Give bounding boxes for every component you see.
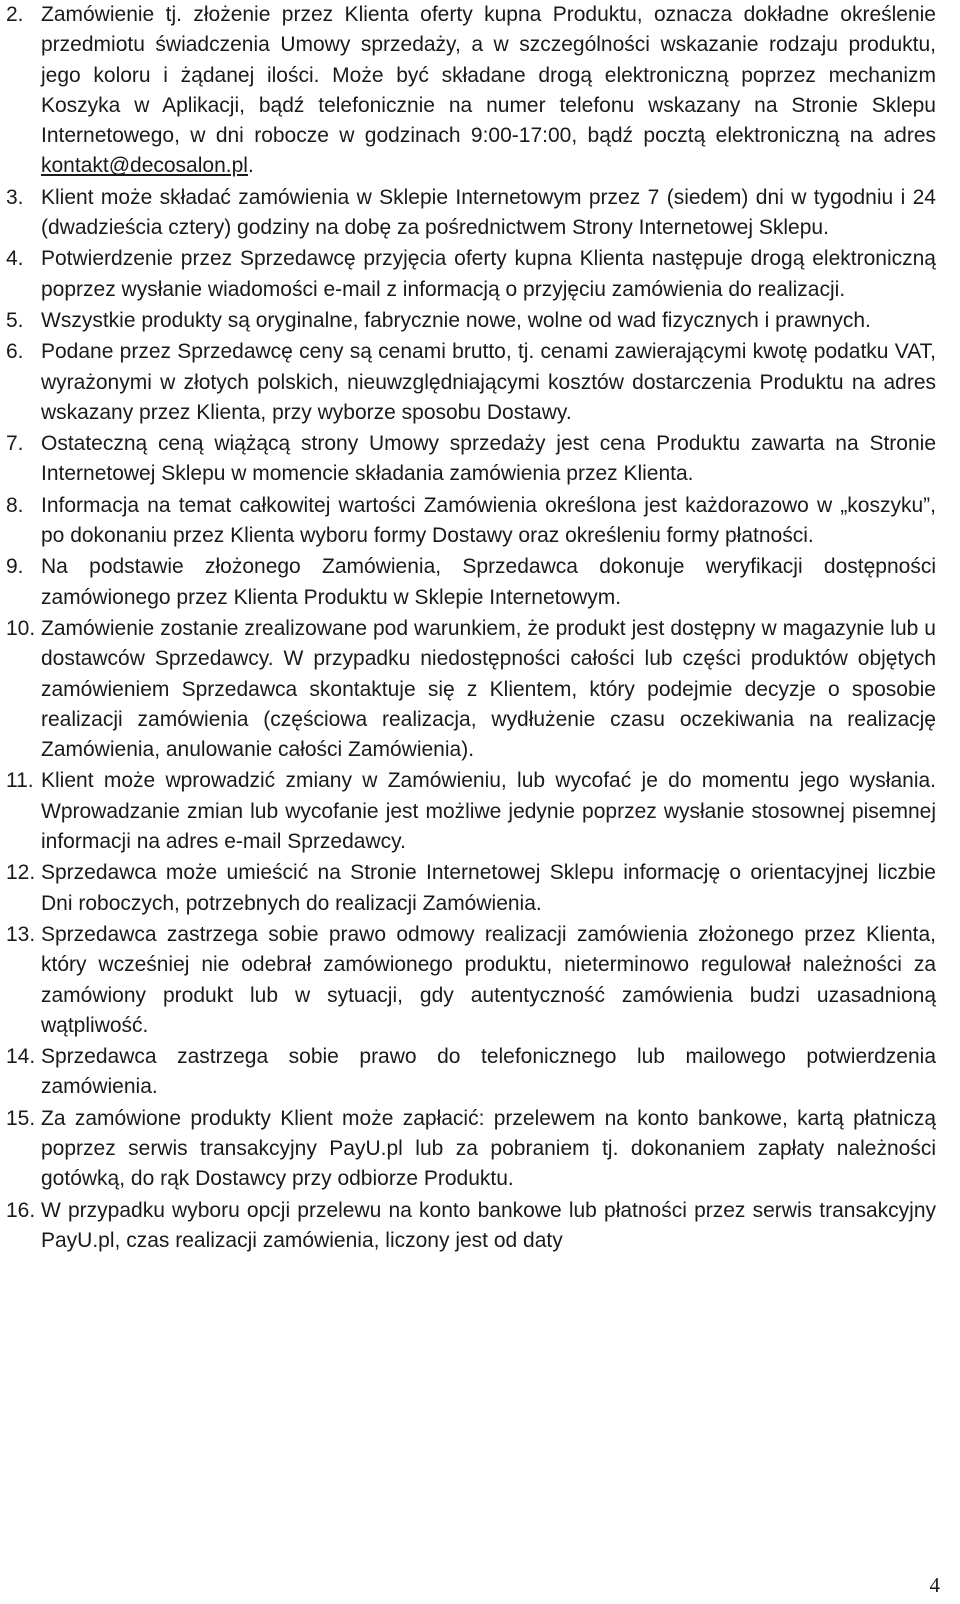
list-item-11 [6, 766, 936, 857]
item-text: Zamówienie zostanie zrealizowane pod warunkiem, że produkt jest dostępny w magazynie lub u dostawców Sprzedawcy. W przypadku niedostępności całości lub części produktów objętych zamówieniem Sprzedawca skontaktuje się z Klientem, który podejmie decyzje o sposobie realizacji zamówienia (częściowa realizacja, wydłużenie czasu oczekiwania na realizację Zamówienia, anulowanie całości Zamówienia). [41, 616, 936, 762]
list-item-6 [6, 337, 936, 428]
item-number: 3. [6, 185, 24, 209]
item-text: Podane przez Sprzedawcę ceny są cenami brutto, tj. cenami zawierającymi kwotę podatku VAT, wyrażonymi w złotych polskich, nieuwzględniającymi kosztów dostarczenia Produktu na adres wskazany przez Klienta, przy wyborze sposobu Dostawy. [41, 340, 936, 424]
email-link[interactable]: kontakt@decosalon.pl [41, 154, 248, 178]
item-number: 14. [6, 1045, 36, 1069]
list-item-3 [6, 183, 936, 244]
item-number: 8. [6, 493, 24, 517]
item-text: Potwierdzenie przez Sprzedawcę przyjęcia oferty kupna Klienta następuje drogą elektroniczną poprzez wysłanie wiadomości e-mail z informacją o przyjęciu zamówienia do realizacji. [41, 247, 936, 301]
item-text: W przypadku wyboru opcji przelewu na konto bankowe lub płatności przez serwis transakcyjny PayU.pl, czas realizacji zamówienia, liczony jest od daty [41, 1198, 936, 1252]
item-text: Sprzedawca zastrzega sobie prawo do telefonicznego lub mailowego potwierdzenia zamówienia. [41, 1045, 936, 1099]
list-item-8 [6, 491, 936, 552]
item-text: Sprzedawca zastrzega sobie prawo odmowy realizacji zamówienia złożonego przez Klienta, który wcześniej nie odebrał zamówionego produktu, nieterminowo regulował należności za zamówiony produkt lub w sytuacji, gdy autentyczność zamówienia budzi uzasadnioną wątpliwość. [41, 922, 936, 1037]
item-number: 10. [6, 616, 36, 640]
item-number: 2. [6, 3, 24, 26]
list-item-9 [6, 552, 936, 613]
item-number: 11. [6, 769, 34, 793]
list-item-12 [6, 858, 936, 919]
item-number: 13. [6, 922, 36, 946]
item-text: Ostateczną ceną wiążącą strony Umowy sprzedaży jest cena Produktu zawarta na Stronie Internetowej Sklepu w momencie składania zamówienia przez Klienta. [41, 432, 936, 486]
list-item-14 [6, 1042, 936, 1103]
item-number: 16. [6, 1198, 36, 1222]
item-text: Klient może składać zamówienia w Sklepie Internetowym przez 7 (siedem) dni w tygodniu i 24 (dwadzieścia cztery) godziny na dobę za pośrednictwem Strony Internetowej Sklepu. [41, 185, 936, 240]
item-text: Klient może wprowadzić zmiany w Zamówieniu, lub wycofać je do momentu jego wysłania. Wprowadzanie zmian lub wycofanie jest możliwe jedynie poprzez wysłanie stosownej pisemnej informacji na adres e-mail Sprzedawcy. [41, 769, 936, 854]
item-text: Na podstawie złożonego Zamówienia, Sprzedawca dokonuje weryfikacji dostępności zamówionego przez Klienta Produktu w Sklepie Internetowym. [41, 555, 936, 609]
item-text: Informacja na temat całkowitej wartości Zamówienia określona jest każdorazowo w „koszyku”, po dokonaniu przez Klienta wyboru formy Dostawy oraz określeniu formy płatności. [41, 493, 936, 548]
list-item-10 [6, 614, 936, 765]
item-text: Wszystkie produkty są oryginalne, fabrycznie nowe, wolne od wad fizycznych i prawnych. [41, 308, 871, 332]
item-number: 4. [6, 247, 24, 271]
terms-numbered-list [6, 0, 936, 1256]
item-text: Zamówienie tj. złożenie przez Klienta oferty kupna Produktu, oznacza dokładne określenie przedmiotu świadczenia Umowy sprzedaży, a w szczególności wskazanie rodzaju produktu, jego koloru i żądanej ilości. Może być składane drogą elektroniczną poprzez mechanizm Koszyka w Aplikacji, bądź telefonicznie na numer telefonu wskazany na Stronie Sklepu Internetowego, w dni robocze w godzinach 9:00-17:00, bądź pocztą elektroniczną na adres [41, 3, 936, 148]
item-number: 9. [6, 555, 24, 579]
list-item-13 [6, 920, 936, 1041]
item-number: 6. [6, 340, 24, 364]
list-item-5 [6, 306, 936, 336]
item-text: Za zamówione produkty Klient może zapłacić: przelewem na konto bankowe, kartą płatniczą poprzez serwis transakcyjny PayU.pl lub za pobraniem tj. dokonaniem zapłaty należności gotówką, do rąk Dostawcy przy odbiorze Produktu. [41, 1106, 936, 1191]
page-number: 4 [929, 1573, 940, 1597]
list-item-4 [6, 244, 936, 305]
item-text: Sprzedawca może umieścić na Stronie Internetowej Sklepu informację o orientacyjnej liczbie Dni roboczych, potrzebnych do realizacji Zamówienia. [41, 861, 936, 915]
list-item-2 [6, 0, 936, 182]
item-number: 7. [6, 432, 24, 456]
item-number: 5. [6, 308, 24, 332]
item-number: 12. [6, 861, 36, 885]
list-item-16 [6, 1196, 936, 1257]
list-item-15 [6, 1104, 936, 1195]
item-text-end: . [247, 154, 254, 178]
list-item-7 [6, 429, 936, 490]
item-number: 15. [6, 1106, 36, 1130]
